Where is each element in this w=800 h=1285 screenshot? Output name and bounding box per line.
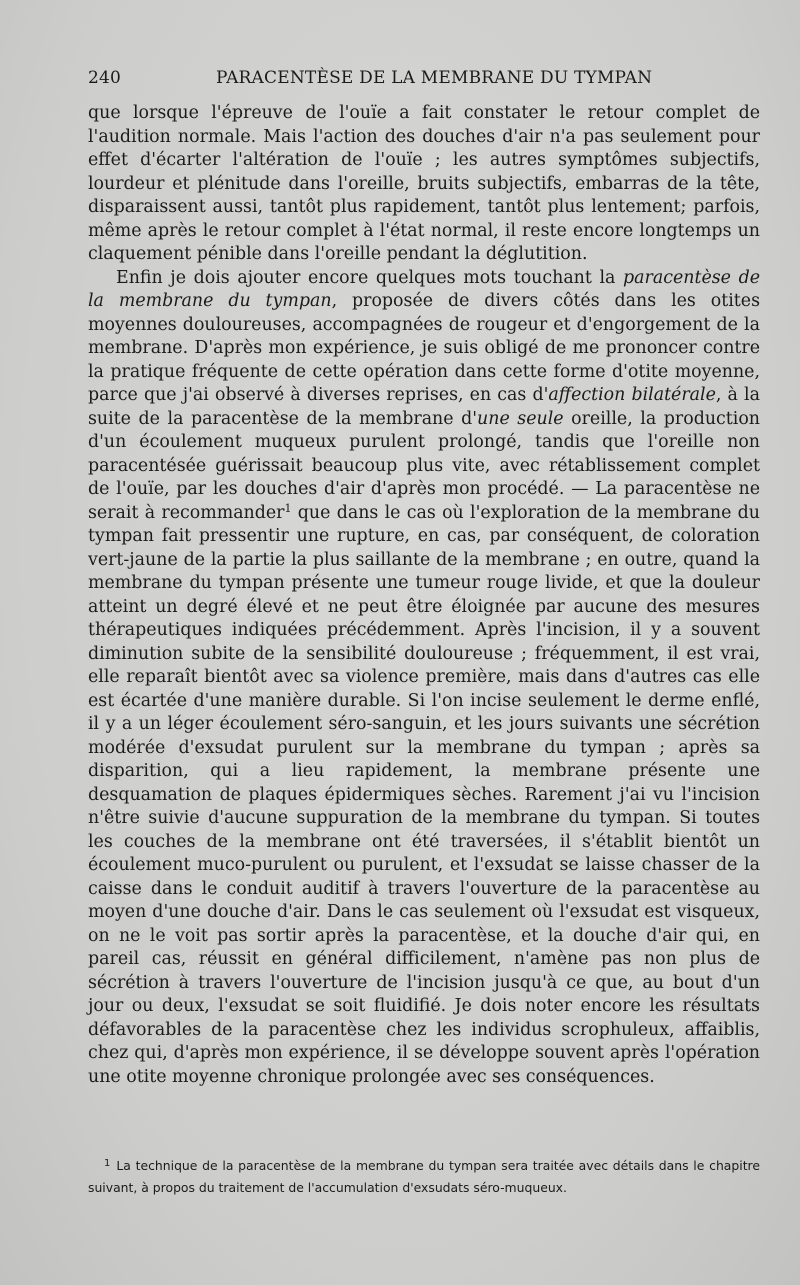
italic-run: une seule bbox=[477, 408, 564, 429]
body-text bbox=[88, 102, 760, 1089]
paragraph-1: que lorsque l'épreuve de l'ouïe a fait constater le retour complet de l'audition normale. Mais l'action des douches d'air n'a pas seulement pour effet d'écarter l'altération de l'ouïe ; les autres symptômes subjectifs, lourdeur et plénitude dans l'oreille, bruits subjectifs, embarras de la tête, disparaissent aussi, tantôt plus rapidement, tantôt plus lentement; parfois, même après le retour complet à l'état normal, il reste encore longtemps un claquement pénible dans l'oreille pendant la déglutition. bbox=[88, 103, 760, 264]
text-run: Enfin je dois ajouter encore quelques mots touchant la bbox=[116, 267, 624, 288]
footnote-mark: 1 bbox=[104, 1158, 111, 1169]
running-title: PARACENTÈSE DE LA MEMBRANE DU TYMPAN bbox=[216, 68, 653, 88]
italic-run: paracentèse de la membrane du tympan bbox=[88, 267, 760, 311]
footnote-reference[interactable]: 1 bbox=[284, 501, 292, 515]
italic-run: affection bilatérale bbox=[548, 385, 716, 405]
text-run: , à la suite de la paracentèse de la membrane d' bbox=[88, 385, 760, 429]
footnote bbox=[88, 1155, 760, 1199]
text-run: que dans le cas où l'exploration de la membrane du tympan fait pressentir une rupture, en cas, par conséquent, de coloration vert-jaune de la partie la plus saillante de la membrane ; en outre, quand la membrane du tympan présente une tumeur rouge livide, et que la douleur atteint un degré élevé et ne peut être éloignée par aucune des mesures thérapeutiques indiquées précédemment. Après l'incision, il y a souvent diminution subite de la sensibilité douloureuse ; fréquemment, il est vrai, elle reparaît bientôt avec sa violence première, mais dans d'autres cas elle est écartée d'une manière durable. Si l'on incise seulement le derme enflé, il y a un léger écoulement séro-sanguin, et les jours suivants une sécrétion modérée d'exsudat purulent sur la membrane du tympan ; après sa disparition, qui a lieu rapidement, la membrane présente une desquamation de plaques épidermiques sèches. Rarement j'ai vu l'incision n'être suivie d'aucune suppuration de la membrane du tympan. Si toutes les couches de la membrane ont été traversées, il s'établit bientôt un écoulement muco-purulent ou purulent, et l'exsudat se laisse chasser de la caisse dans le conduit auditif à travers l'ouverture de la paracentèse au moyen d'une douche d'air. Dans le cas seulement où l'exsudat est visqueux, on ne le voit pas sortir après la paracentèse, et la douche d'air qui, en pareil cas, réussit en général difficilement, n'amène pas non plus de sécrétion à travers l'ouverture de l'incision jusqu'à ce que, au bout d'un jour ou deux, l'exsudat se soit fluidifié. Je dois noter encore les résultats défavorables de la paracentèse chez les individus scrophuleux, affaiblis, chez qui, d'après mon expérience, il se développe souvent après l'opération une otite moyenne chronique prolongée avec ses conséquences. bbox=[88, 502, 760, 1087]
text-run: oreille, la production d'un écoulement muqueux purulent prolongé, tandis que l'oreille non paracentésée guérissait beaucoup plus vite, avec rétablissement complet de l'ouïe, par les douches d'air d'après mon procédé. — La paracentèse ne serait à recommander bbox=[88, 408, 760, 523]
paragraph-2 bbox=[88, 267, 760, 1090]
text-run: , proposée de divers côtés dans les otites moyennes douloureuses, accompagnées de rougeur et d'engorgement de la membrane. D'après mon expérience, je suis obligé de me prononcer contre la pratique fréquente de cette opération dans cette forme d'otite moyenne, parce que j'ai observé à diverses reprises, en cas d' bbox=[88, 291, 760, 405]
footnote-text: La technique de la paracentèse de la membrane du tympan sera traitée avec détails dans le chapitre suivant, à propos du traitement de l'accumulation d'exsudats séro-muqueux. bbox=[88, 1158, 760, 1195]
page-number: 240 bbox=[88, 68, 122, 88]
